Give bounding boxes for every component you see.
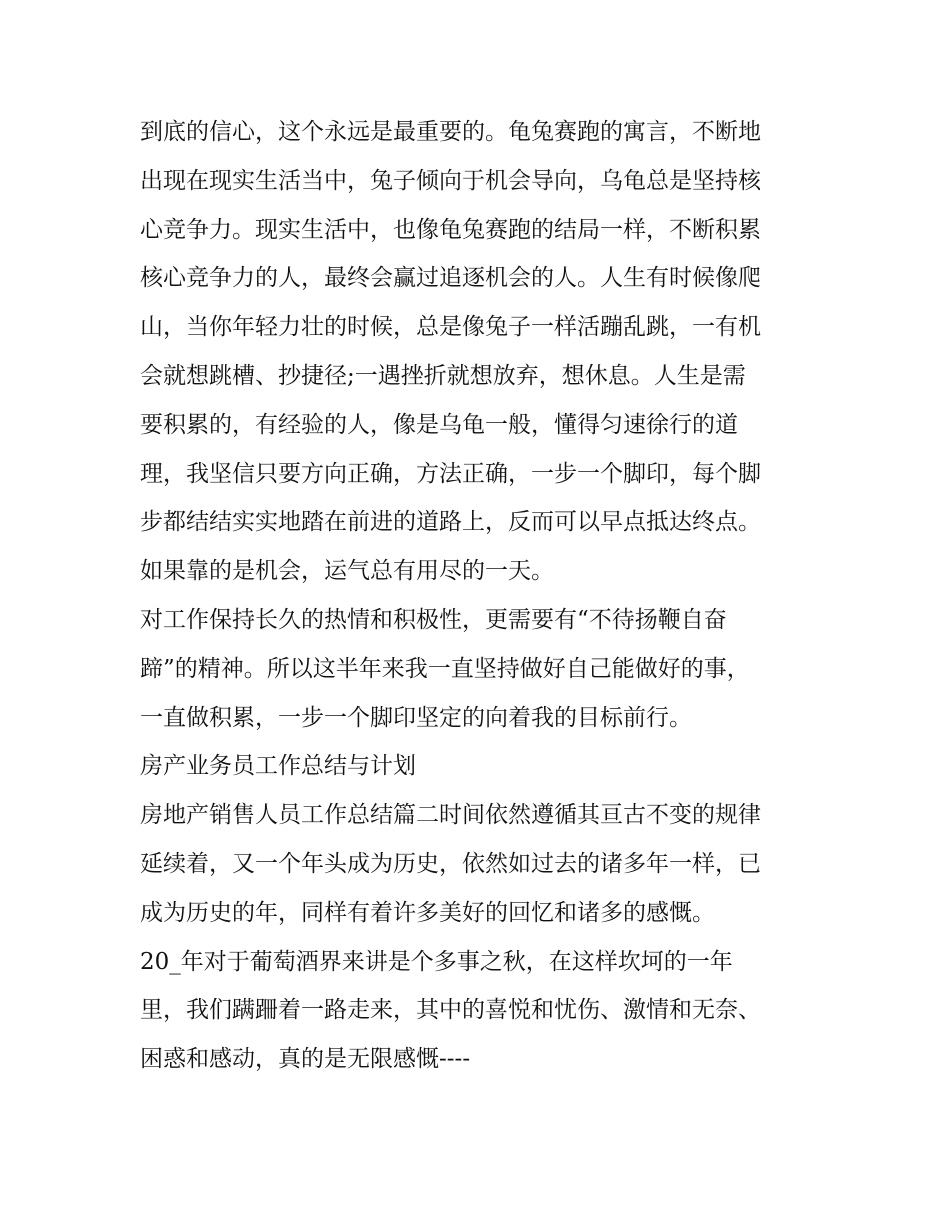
- text-line: 出现在现实生活当中，兔子倾向于机会导向，乌龟总是坚持核: [140, 167, 761, 194]
- text-line: 会就想跳槽、抄捷径;一遇挫折就想放弃，想休息。人生是需: [140, 362, 746, 389]
- text-line: 困惑和感动，真的是无限感慨----: [140, 1046, 471, 1073]
- text-line: 延续着，又一个年头成为历史，依然如过去的诸多年一样，已: [140, 850, 761, 877]
- text-line: 理，我坚信只要方向正确，方法正确，一步一个脚印，每个脚: [140, 460, 761, 487]
- text-line: 成为历史的年，同样有着许多美好的回忆和诸多的感慨。: [140, 899, 715, 926]
- text-line: 步都结结实实地踏在前进的道路上，反而可以早点抵达终点。: [140, 509, 761, 536]
- text-line: 核心竞争力的人，最终会赢过追逐机会的人。人生有时候像爬: [140, 265, 761, 292]
- text-line: 房地产销售人员工作总结篇二时间依然遵循其亘古不变的规律: [140, 802, 761, 829]
- text-line: 20_年对于葡萄酒界来讲是个多事之秋，在这样坎坷的一年: [140, 948, 733, 975]
- text-line: 蹄”的精神。所以这半年来我一直坚持做好自己能做好的事，: [140, 655, 750, 682]
- text-line: 山，当你年轻力壮的时候，总是像兔子一样活蹦乱跳，一有机: [140, 314, 761, 341]
- text-line: 如果靠的是机会，运气总有用尽的一天。: [140, 558, 554, 585]
- text-line: 到底的信心，这个永远是最重要的。龟兔赛跑的寓言，不断地: [140, 119, 761, 145]
- text-line: 对工作保持长久的热情和积极性，更需要有“不待扬鞭自奋: [140, 606, 727, 633]
- text-line: 要积累的，有经验的人，像是乌龟一般，懂得匀速徐行的道: [140, 411, 738, 438]
- document-body: [140, 108, 840, 1084]
- text-line: 心竞争力。现实生活中，也像龟兔赛跑的结局一样，不断积累: [140, 216, 761, 243]
- section-heading: 房产业务员工作总结与计划: [140, 753, 416, 780]
- text-line: 里，我们蹒跚着一路走来，其中的喜悦和忧伤、激情和无奈、: [140, 997, 761, 1024]
- text-line: 一直做积累，一步一个脚印坚定的向着我的目标前行。: [140, 704, 692, 731]
